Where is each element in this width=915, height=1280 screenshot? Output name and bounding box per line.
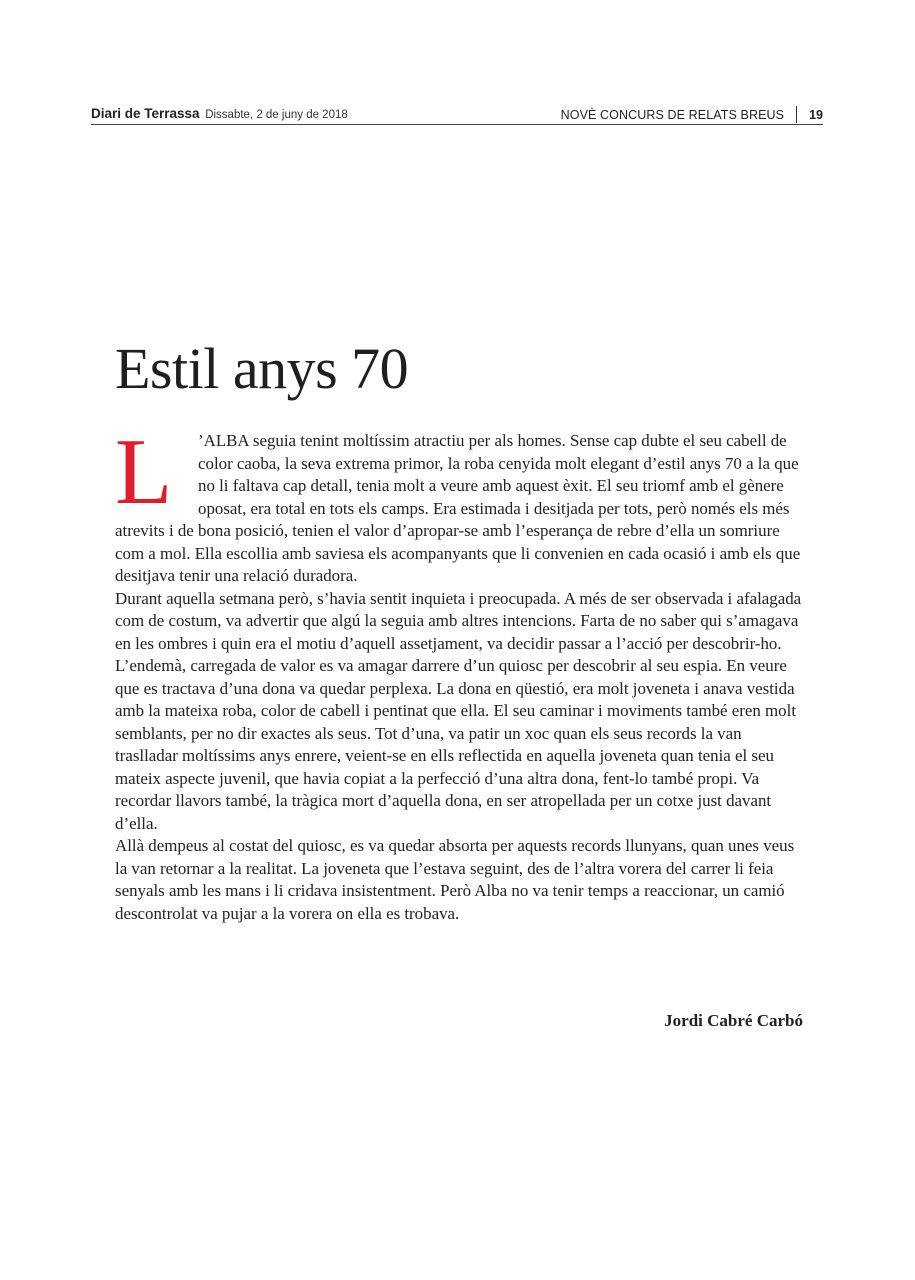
- paragraph-1: ’ALBA seguia tenint moltíssim atractiu per als homes. Sense cap dubte el seu cabell de color caoba, la seva extrema primor, la roba cenyida molt elegant d’estil anys 70 a la que no li faltava cap detall, tenia molt a veure amb aquest èxit. El seu triomf amb el gènere oposat, era total en tots els camps. Era estimada i desitjada per tots, però només els més atrevits i de bona posició, tenien el valor d’apropar-se amb l’esperança de rebre d’ella un somriure com a mol. Ella escollia amb saviesa els acompanyants que li convenien en cada ocasió i amb els que desitjava tenir una relació duradora.: [115, 431, 801, 585]
- issue-date: Dissabte, 2 de juny de 2018: [205, 109, 348, 121]
- paragraph-3: Allà dempeus al costat del quiosc, es va quedar absorta per aquests records llunyans, quan unes veus la van retornar a la realitat. La joveneta que l’estava seguint, des de l’altra vorera del carrer li feia senyals amb les mans i li cridava insistentment. Però Alba no va tenir temps a reaccionar, un camió descontrolat va pujar a la vorera on ella es trobava.: [115, 836, 795, 923]
- section-name: NOVÈ CONCURS DE RELATS BREUS: [560, 107, 785, 122]
- header-left: [91, 106, 348, 121]
- drop-cap: L: [115, 420, 173, 524]
- header-right: [561, 106, 823, 123]
- paragraph-2: Durant aquella setmana però, s’havia sentit inquieta i preocupada. A més de ser observada i afalagada com de costum, va advertir que algú la seguia amb altres intencions. Farta de no saber qui s’amagava en les ombres i quin era el motiu d’aquell assetjament, va decidir passar a l’acció per descobrir-ho. L’endemà, carregada de valor es va amagar darrere d’un quiosc per descobrir al seu espia. En veure que es tractava d’una dona va quedar perplexa. La dona en qüestió, era molt joveneta i anava vestida amb la mateixa roba, color de cabell i pentinat que ella. El seu caminar i moviments també eren molt semblants, per no dir exactes als seus. Tot d’una, va patir un xoc quan els seus records la van traslladar moltíssims anys enrere, veient-se en ells reflectida en aquella joveneta quan tenia el seu mateix aspecte juvenil, que havia copiat a la perfecció d’una altra dona, fent-lo també propi. Va recordar llavors també, la tràgica mort d’aquella dona, en ser atropellada per un cotxe just davant d’ella.: [115, 588, 802, 833]
- newspaper-brand: Diari de Terrassa: [91, 106, 200, 121]
- article-title: Estil anys 70: [115, 336, 409, 401]
- page-number: 19: [809, 107, 823, 122]
- header-divider: [796, 106, 797, 123]
- author-byline: Jordi Cabré Carbó: [664, 1011, 803, 1030]
- article-body: [115, 420, 803, 925]
- page-header: [91, 104, 823, 125]
